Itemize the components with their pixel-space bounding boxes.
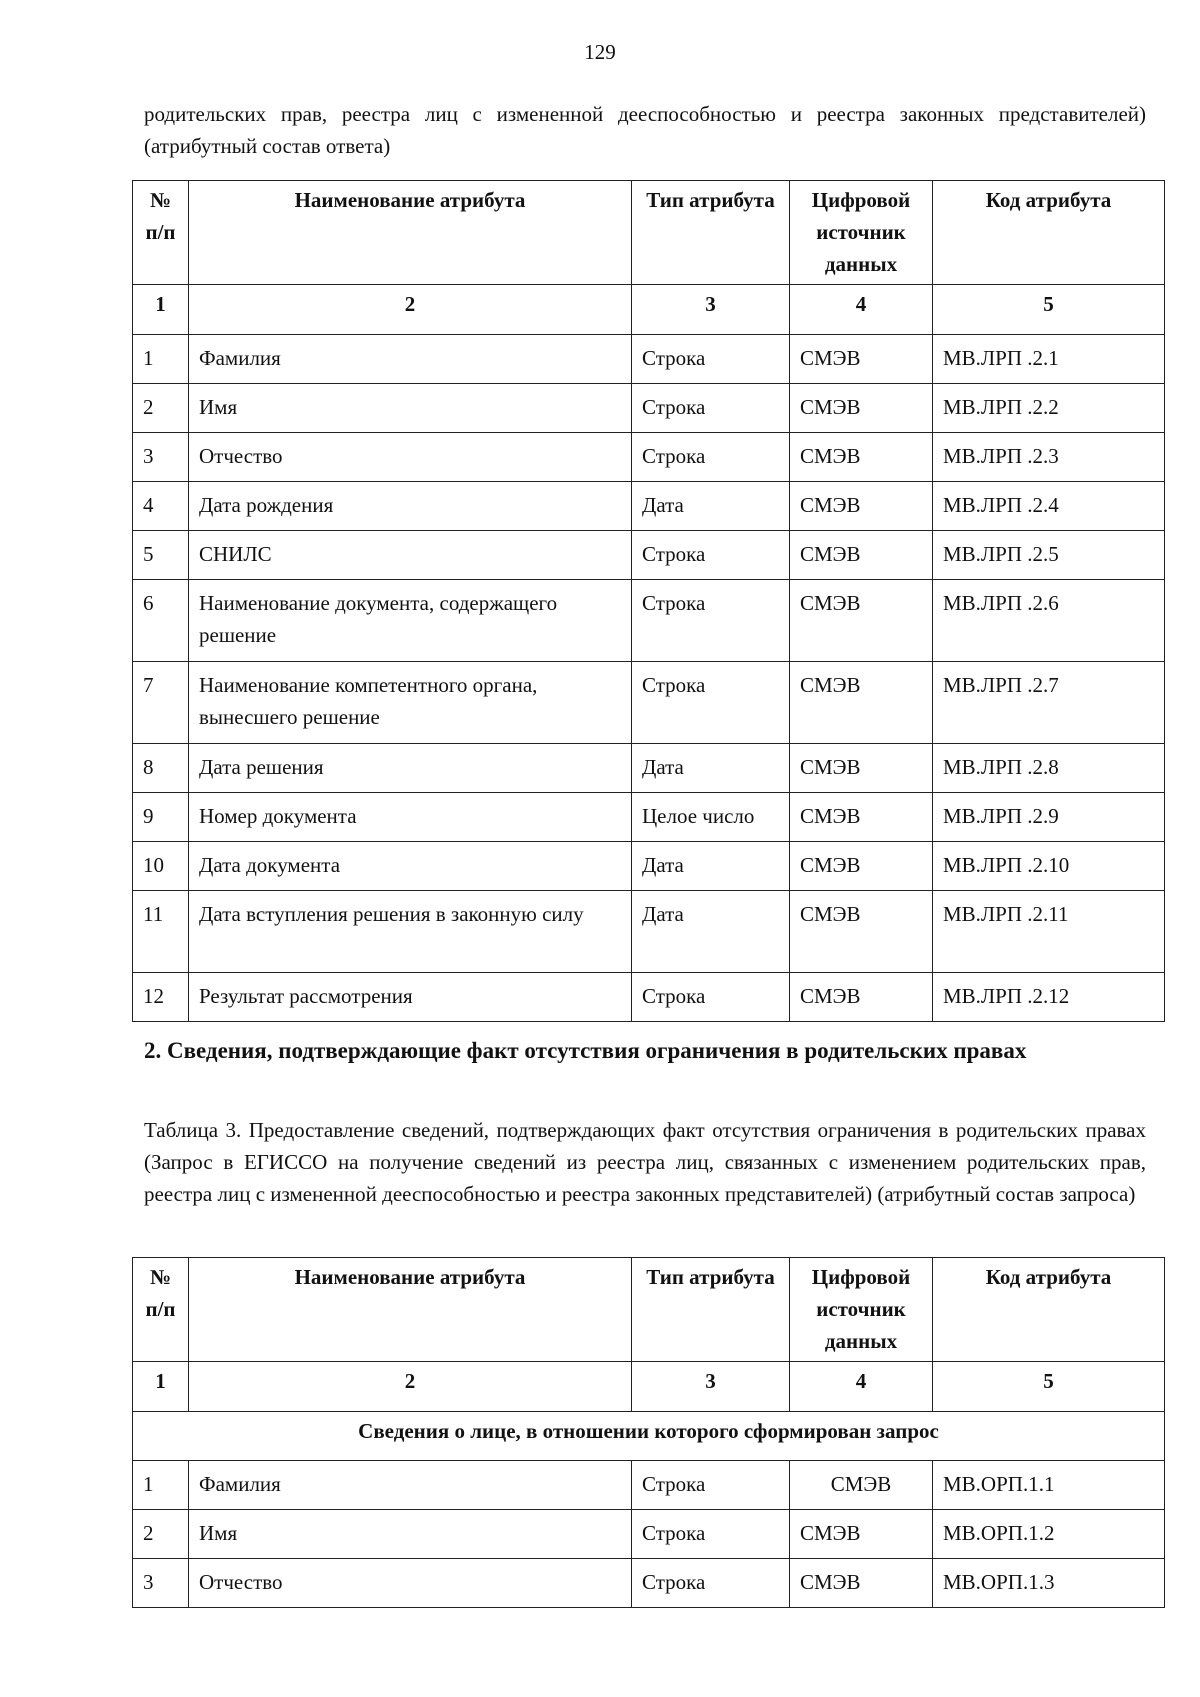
header-number: № п/п xyxy=(133,181,189,285)
row-number: 5 xyxy=(133,531,189,580)
table-row xyxy=(133,482,1165,531)
row-number: 8 xyxy=(133,744,189,793)
row-attribute-code: МВ.ЛРП .2.12 xyxy=(933,973,1165,1022)
row-attribute-name: Номер документа xyxy=(189,793,632,842)
row-number: 10 xyxy=(133,842,189,891)
header-attribute-name: Наименование атрибута xyxy=(189,1258,632,1362)
row-data-source: СМЭВ xyxy=(790,580,933,662)
table-row xyxy=(133,744,1165,793)
table-row xyxy=(133,891,1165,973)
row-attribute-type: Строка xyxy=(632,531,790,580)
row-attribute-type: Строка xyxy=(632,662,790,744)
row-attribute-code: МВ.ЛРП .2.2 xyxy=(933,384,1165,433)
table-row xyxy=(133,384,1165,433)
row-data-source: СМЭВ xyxy=(790,335,933,384)
row-attribute-type: Строка xyxy=(632,973,790,1022)
row-data-source: СМЭВ xyxy=(790,973,933,1022)
row-data-source: СМЭВ xyxy=(790,531,933,580)
header-data-source: Цифровой источник данных xyxy=(790,181,933,285)
intro-text: родительских прав, реестра лиц с измененной дееспособностью и реестра законных представителей) (атрибутный состав ответа) xyxy=(144,102,1146,158)
header-attribute-code: Код атрибута xyxy=(933,181,1165,285)
row-attribute-code: МВ.ОРП.1.1 xyxy=(933,1461,1165,1510)
table-row xyxy=(133,433,1165,482)
row-attribute-code: МВ.ЛРП .2.4 xyxy=(933,482,1165,531)
column-number: 3 xyxy=(632,285,790,335)
row-attribute-type: Строка xyxy=(632,1559,790,1608)
row-number: 7 xyxy=(133,662,189,744)
table-section-row xyxy=(133,1412,1165,1461)
column-number-row xyxy=(133,1362,1165,1412)
row-number: 3 xyxy=(133,433,189,482)
table-row xyxy=(133,662,1165,744)
row-attribute-code: МВ.ЛРП .2.11 xyxy=(933,891,1165,973)
row-number: 6 xyxy=(133,580,189,662)
column-number: 1 xyxy=(133,285,189,335)
row-attribute-name: Дата вступления решения в законную силу xyxy=(189,891,632,973)
row-number: 1 xyxy=(133,1461,189,1510)
row-attribute-name: Имя xyxy=(189,1510,632,1559)
row-attribute-type: Строка xyxy=(632,1461,790,1510)
row-attribute-name: Дата документа xyxy=(189,842,632,891)
row-attribute-code: МВ.ЛРП .2.7 xyxy=(933,662,1165,744)
header-attribute-type: Тип атрибута xyxy=(632,181,790,285)
row-data-source: СМЭВ xyxy=(790,482,933,531)
row-attribute-name: Отчество xyxy=(189,433,632,482)
row-data-source: СМЭВ xyxy=(790,793,933,842)
row-attribute-type: Строка xyxy=(632,335,790,384)
table-caption: Таблица 3. Предоставление сведений, подтверждающих факт отсутствия ограничения в родительских правах (Запрос в ЕГИССО на получение сведений из реестра лиц, связанных с изменением родительских прав, реестра лиц с измененной дееспособностью и реестра законных представителей) (атрибутный состав запроса) xyxy=(144,1118,1146,1206)
table-row xyxy=(133,531,1165,580)
column-number: 4 xyxy=(790,1362,933,1412)
table-row xyxy=(133,1559,1165,1608)
row-number: 2 xyxy=(133,384,189,433)
row-data-source: СМЭВ xyxy=(790,384,933,433)
row-attribute-name: Наименование документа, содержащего решение xyxy=(189,580,632,662)
row-number: 2 xyxy=(133,1510,189,1559)
row-attribute-name: Фамилия xyxy=(189,335,632,384)
row-attribute-code: МВ.ЛРП .2.10 xyxy=(933,842,1165,891)
row-attribute-type: Строка xyxy=(632,580,790,662)
row-number: 11 xyxy=(133,891,189,973)
column-number: 4 xyxy=(790,285,933,335)
row-attribute-code: МВ.ОРП.1.2 xyxy=(933,1510,1165,1559)
section-heading: 2. Сведения, подтверждающие факт отсутствия ограничения в родительских правах xyxy=(144,1038,1027,1063)
row-data-source: СМЭВ xyxy=(790,744,933,793)
row-attribute-name: Дата рождения xyxy=(189,482,632,531)
row-attribute-name: СНИЛС xyxy=(189,531,632,580)
row-attribute-type: Строка xyxy=(632,433,790,482)
row-attribute-type: Целое число xyxy=(632,793,790,842)
table-row xyxy=(133,580,1165,662)
header-attribute-type: Тип атрибута xyxy=(632,1258,790,1362)
row-attribute-code: МВ.ЛРП .2.3 xyxy=(933,433,1165,482)
section-row-label: Сведения о лице, в отношении которого сформирован запрос xyxy=(133,1412,1165,1461)
row-attribute-name: Отчество xyxy=(189,1559,632,1608)
row-attribute-code: МВ.ЛРП .2.6 xyxy=(933,580,1165,662)
row-data-source: СМЭВ xyxy=(790,842,933,891)
row-attribute-name: Результат рассмотрения xyxy=(189,973,632,1022)
row-attribute-name: Дата решения xyxy=(189,744,632,793)
table-row xyxy=(133,1510,1165,1559)
row-attribute-code: МВ.ЛРП .2.1 xyxy=(933,335,1165,384)
row-attribute-type: Строка xyxy=(632,1510,790,1559)
row-attribute-name: Фамилия xyxy=(189,1461,632,1510)
row-attribute-type: Дата xyxy=(632,744,790,793)
row-number: 12 xyxy=(133,973,189,1022)
column-number-row xyxy=(133,285,1165,335)
row-attribute-type: Строка xyxy=(632,384,790,433)
row-attribute-code: МВ.ЛРП .2.5 xyxy=(933,531,1165,580)
row-number: 9 xyxy=(133,793,189,842)
row-attribute-name: Наименование компетентного органа, вынесшего решение xyxy=(189,662,632,744)
table-row xyxy=(133,973,1165,1022)
attributes-table-response xyxy=(132,180,1165,1022)
column-number: 1 xyxy=(133,1362,189,1412)
column-number: 5 xyxy=(933,1362,1165,1412)
row-data-source: СМЭВ xyxy=(790,1510,933,1559)
column-number: 2 xyxy=(189,285,632,335)
row-data-source: СМЭВ xyxy=(790,662,933,744)
table-header-row xyxy=(133,181,1165,285)
header-attribute-name: Наименование атрибута xyxy=(189,181,632,285)
row-number: 4 xyxy=(133,482,189,531)
row-number: 1 xyxy=(133,335,189,384)
row-data-source: СМЭВ xyxy=(790,433,933,482)
row-data-source: СМЭВ xyxy=(790,891,933,973)
table-header-row xyxy=(133,1258,1165,1362)
row-attribute-type: Дата xyxy=(632,482,790,531)
row-number: 3 xyxy=(133,1559,189,1608)
row-attribute-name: Имя xyxy=(189,384,632,433)
table-row xyxy=(133,793,1165,842)
row-attribute-code: МВ.ОРП.1.3 xyxy=(933,1559,1165,1608)
column-number: 5 xyxy=(933,285,1165,335)
page-number: 129 xyxy=(584,40,616,64)
column-number: 3 xyxy=(632,1362,790,1412)
table-row xyxy=(133,335,1165,384)
header-data-source: Цифровой источник данных xyxy=(790,1258,933,1362)
row-attribute-code: МВ.ЛРП .2.9 xyxy=(933,793,1165,842)
table-row xyxy=(133,1461,1165,1510)
attributes-table-request xyxy=(132,1257,1165,1608)
row-attribute-type: Дата xyxy=(632,842,790,891)
table-row xyxy=(133,842,1165,891)
header-number: № п/п xyxy=(133,1258,189,1362)
header-attribute-code: Код атрибута xyxy=(933,1258,1165,1362)
row-data-source: СМЭВ xyxy=(790,1559,933,1608)
row-attribute-code: МВ.ЛРП .2.8 xyxy=(933,744,1165,793)
row-data-source: СМЭВ xyxy=(790,1461,933,1510)
row-attribute-type: Дата xyxy=(632,891,790,973)
column-number: 2 xyxy=(189,1362,632,1412)
